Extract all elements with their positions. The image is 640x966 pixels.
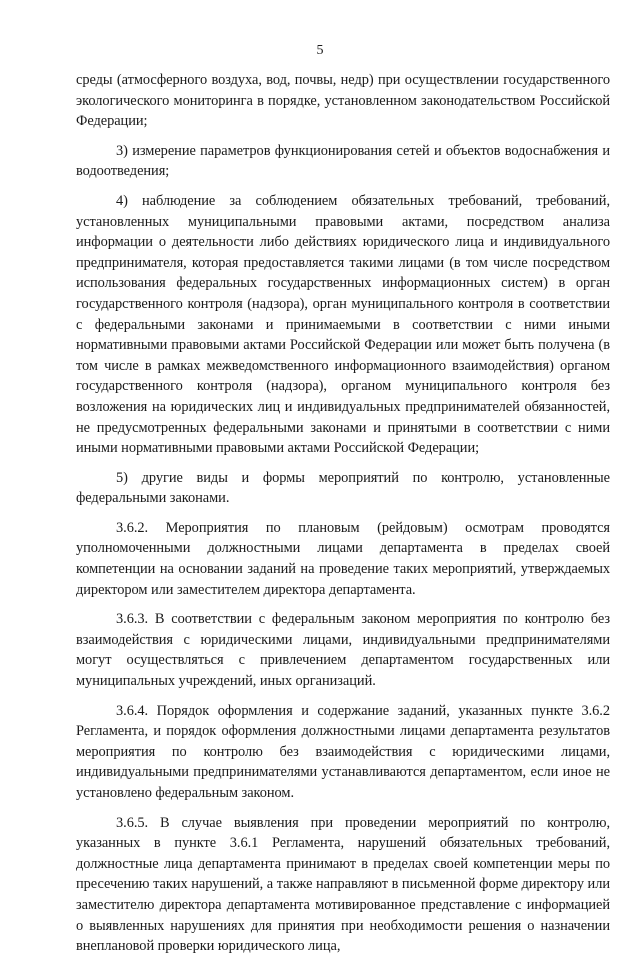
- paragraph-3-6-2: 3.6.2. Мероприятия по плановым (рейдовым) осмотрам проводятся уполномоченными должностными лицами департамента в пределах своей компетенции на основании заданий на проведение таких мероприятий, утверждаемых директором или заместителем директора департамента.: [76, 519, 610, 598]
- paragraph-3-6-5: 3.6.5. В случае выявления при проведении мероприятий по контролю, указанных в пункте 3.6.1 Регламента, нарушений обязательных требований, должностные лица департамента принимают в пределах своей компетенции меры по пресечению таких нарушений, а также направляют в письменной форме директору или заместителю директора департамента мотивированное представление с информацией о выявленных нарушениях для принятия при необходимости решения о назначении внеплановой проверки юридического лица,: [76, 814, 610, 955]
- paragraph-3-6-3: 3.6.3. В соответствии с федеральным законом мероприятия по контролю без взаимодействия с юридическими лицами, индивидуальными предпринимателями могут осуществляться с привлечением департаментом государственных или муниципальных учреждений, иных организаций.: [76, 611, 610, 690]
- paragraph-item-4: 4) наблюдение за соблюдением обязательных требований, требований, установленных муниципальными правовыми актами, посредством анализа информации о деятельности либо действиях юридического лица и индивидуального предпринимателя, которая предоставляется такими лицами (в том числе посредством использования федеральных государственных информационных систем) в орган государственного контроля (надзора), орган муниципального контроля в соответствии с федеральными законами и принимаемыми в соответствии с ними иными нормативными правовыми актами Российской Федерации или может быть получена (в том числе в рамках межведомственного информационного взаимодействия) органом государственного контроля (надзора), органом муниципального контроля без возложения на юридических лиц и индивидуальных предпринимателей обязанностей, не предусмотренных федеральными законами и принятыми в соответствии с ними иными нормативными правовыми актами Российской Федерации;: [76, 192, 610, 457]
- document-body: [76, 70, 610, 966]
- paragraph-item-3: 3) измерение параметров функционирования сетей и объектов водоснабжения и водоотведения;: [76, 142, 610, 180]
- page-number: 5: [316, 43, 324, 58]
- paragraph-continuation: среды (атмосферного воздуха, вод, почвы, недр) при осуществлении государственного экологического мониторинга в порядке, установленном законодательством Российской Федерации;: [76, 72, 610, 130]
- paragraph-3-6-4: 3.6.4. Порядок оформления и содержание заданий, указанных пункте 3.6.2 Регламента, и порядок оформления должностными лицами департамента результатов мероприятия по контролю без взаимодействия с юридическими лицами, индивидуальными предпринимателями устанавливаются департаментом, если иное не установлено федеральным законом.: [76, 702, 610, 801]
- paragraph-item-5: 5) другие виды и формы мероприятий по контролю, установленные федеральными законами.: [76, 469, 610, 507]
